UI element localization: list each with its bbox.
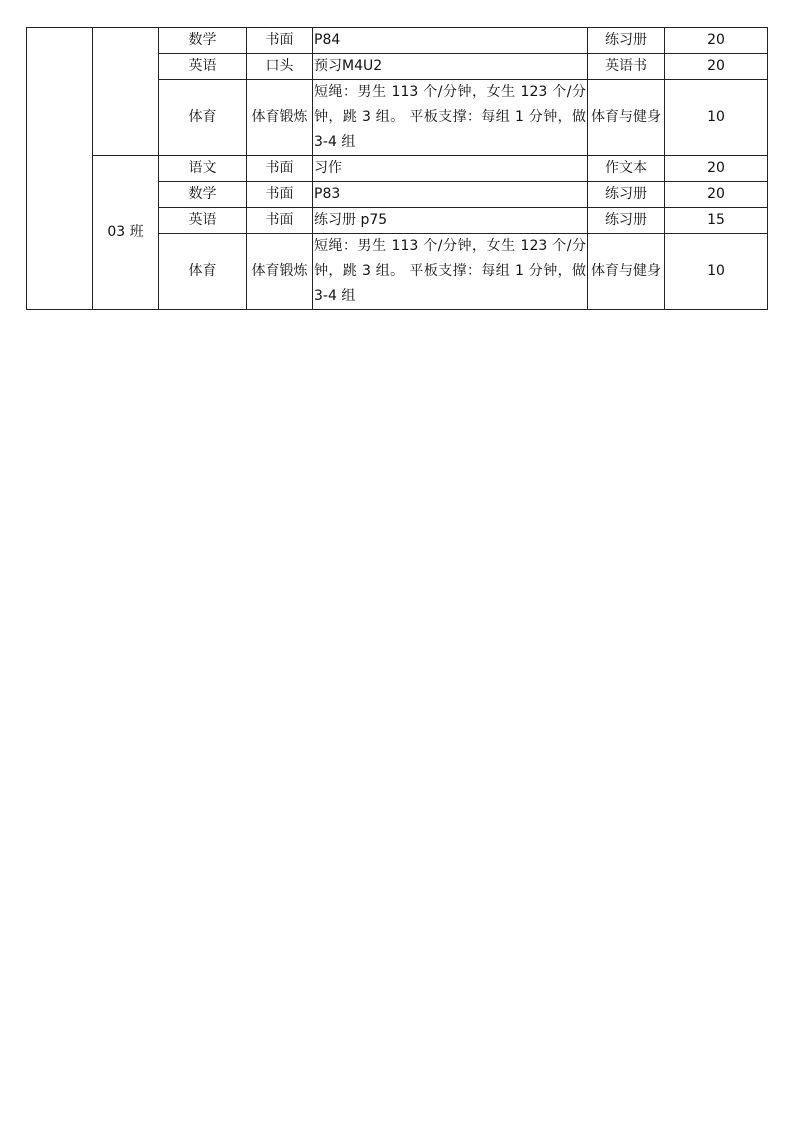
subject-cell: 数学	[159, 182, 247, 208]
minutes-cell: 20	[665, 156, 768, 182]
type-cell: 口头	[247, 54, 313, 80]
subject-cell: 数学	[159, 28, 247, 54]
subject-cell: 体育	[159, 80, 247, 156]
material-cell: 练习册	[588, 208, 665, 234]
content-cell: 练习册 p75	[313, 208, 588, 234]
material-cell: 练习册	[588, 182, 665, 208]
class-cell	[93, 28, 159, 156]
type-cell: 书面	[247, 182, 313, 208]
subject-cell: 英语	[159, 54, 247, 80]
content-cell: P84	[313, 28, 588, 54]
content-cell: 预习M4U2	[313, 54, 588, 80]
minutes-cell: 20	[665, 54, 768, 80]
minutes-cell: 15	[665, 208, 768, 234]
minutes-cell: 10	[665, 80, 768, 156]
content-cell: P83	[313, 182, 588, 208]
type-cell: 体育锻炼	[247, 234, 313, 310]
subject-cell: 语文	[159, 156, 247, 182]
minutes-cell: 10	[665, 234, 768, 310]
type-cell: 书面	[247, 156, 313, 182]
material-cell: 作文本	[588, 156, 665, 182]
homework-table	[26, 27, 768, 310]
material-cell: 英语书	[588, 54, 665, 80]
class-cell: 03 班	[93, 156, 159, 310]
material-cell: 体育与健身	[588, 80, 665, 156]
subject-cell: 体育	[159, 234, 247, 310]
content-cell: 习作	[313, 156, 588, 182]
grade-cell	[27, 28, 93, 310]
type-cell: 书面	[247, 208, 313, 234]
content-cell: 短绳：男生 113 个/分钟，女生 123 个/分钟，跳 3 组。 平板支撑：每组 1 分钟，做 3-4 组	[313, 234, 588, 310]
type-cell: 书面	[247, 28, 313, 54]
subject-cell: 英语	[159, 208, 247, 234]
minutes-cell: 20	[665, 182, 768, 208]
content-cell: 短绳：男生 113 个/分钟，女生 123 个/分钟，跳 3 组。 平板支撑：每组 1 分钟，做 3-4 组	[313, 80, 588, 156]
material-cell: 练习册	[588, 28, 665, 54]
table-row	[27, 28, 768, 54]
table-row	[27, 156, 768, 182]
material-cell: 体育与健身	[588, 234, 665, 310]
minutes-cell: 20	[665, 28, 768, 54]
type-cell: 体育锻炼	[247, 80, 313, 156]
